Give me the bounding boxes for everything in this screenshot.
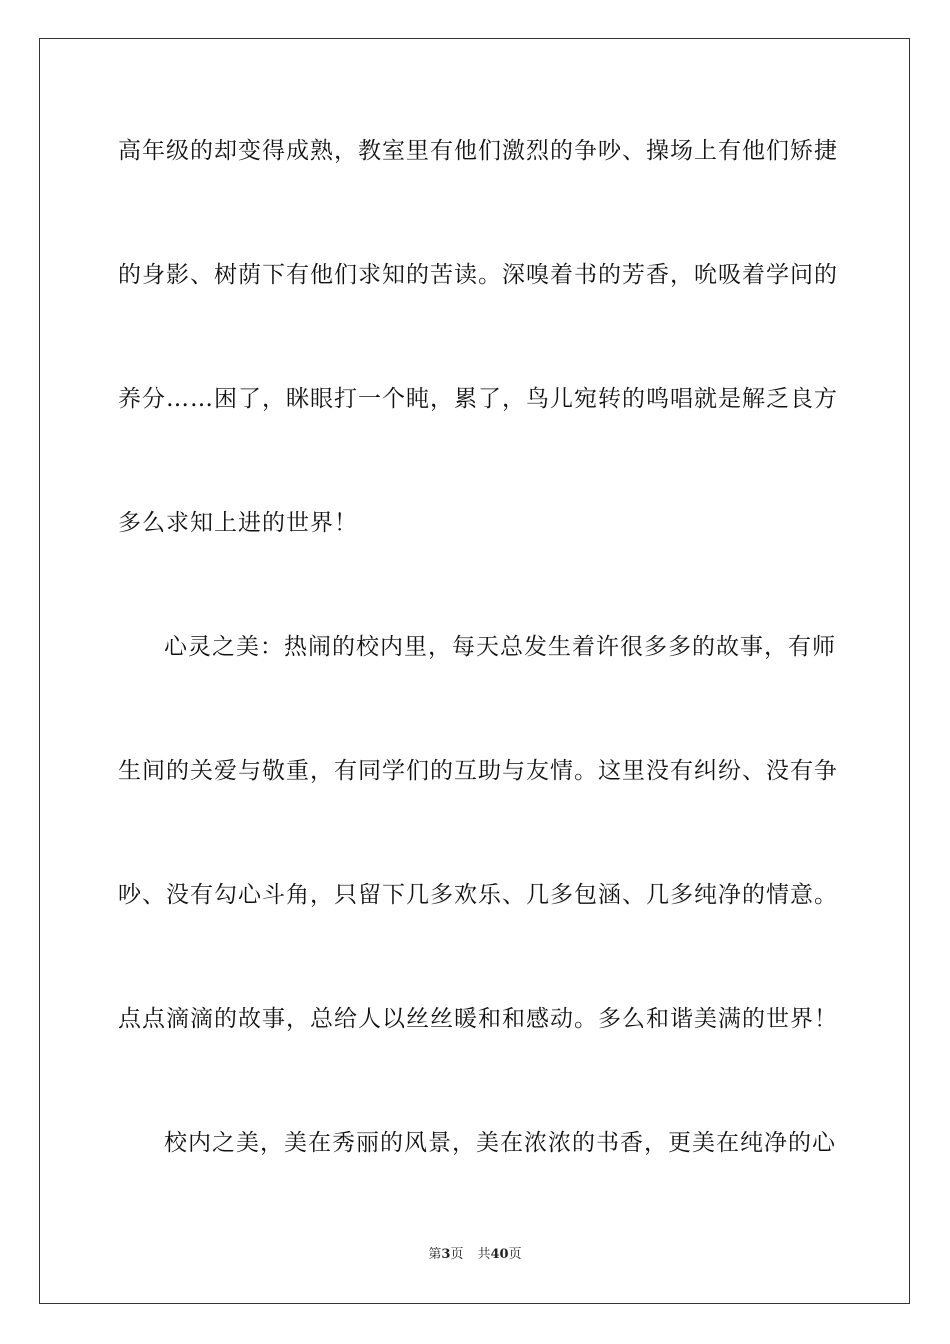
text-line-3: 养分……困了，眯眼打一个盹，累了，鸟儿宛转的鸣唱就是解乏良方 bbox=[118, 386, 838, 412]
page-footer bbox=[0, 1246, 950, 1264]
text-line-7: 吵、没有勾心斗角，只留下几多欢乐、几多包涵、几多纯净的情意。 bbox=[118, 882, 838, 908]
page-prefix: 第 bbox=[428, 1247, 442, 1262]
text-line-1: 高年级的却变得成熟，教室里有他们激烈的争吵、操场上有他们矫捷 bbox=[118, 138, 838, 164]
total-prefix: 共 bbox=[477, 1247, 491, 1262]
text-line-8: 点点滴滴的故事，总给人以丝丝暖和和感动。多么和谐美满的世界！ bbox=[118, 1006, 838, 1032]
text-line-5-paragraph-start: 心灵之美：热闹的校内里，每天总发生着许很多多的故事，有师 bbox=[164, 634, 836, 660]
page-border bbox=[39, 38, 910, 1304]
total-pages: 40 bbox=[490, 1247, 509, 1262]
text-line-4: 多么求知上进的世界！ bbox=[118, 510, 358, 536]
page-number: 3 bbox=[441, 1247, 451, 1262]
text-line-9-paragraph-start: 校内之美，美在秀丽的风景，美在浓浓的书香，更美在纯净的心 bbox=[164, 1130, 836, 1156]
total-suffix: 页 bbox=[508, 1247, 522, 1262]
page-suffix: 页 bbox=[450, 1247, 464, 1262]
text-line-6: 生间的关爱与敬重，有同学们的互助与友情。这里没有纠纷、没有争 bbox=[118, 758, 838, 784]
text-line-2: 的身影、树荫下有他们求知的苦读。深嗅着书的芳香，吮吸着学问的 bbox=[118, 262, 838, 288]
